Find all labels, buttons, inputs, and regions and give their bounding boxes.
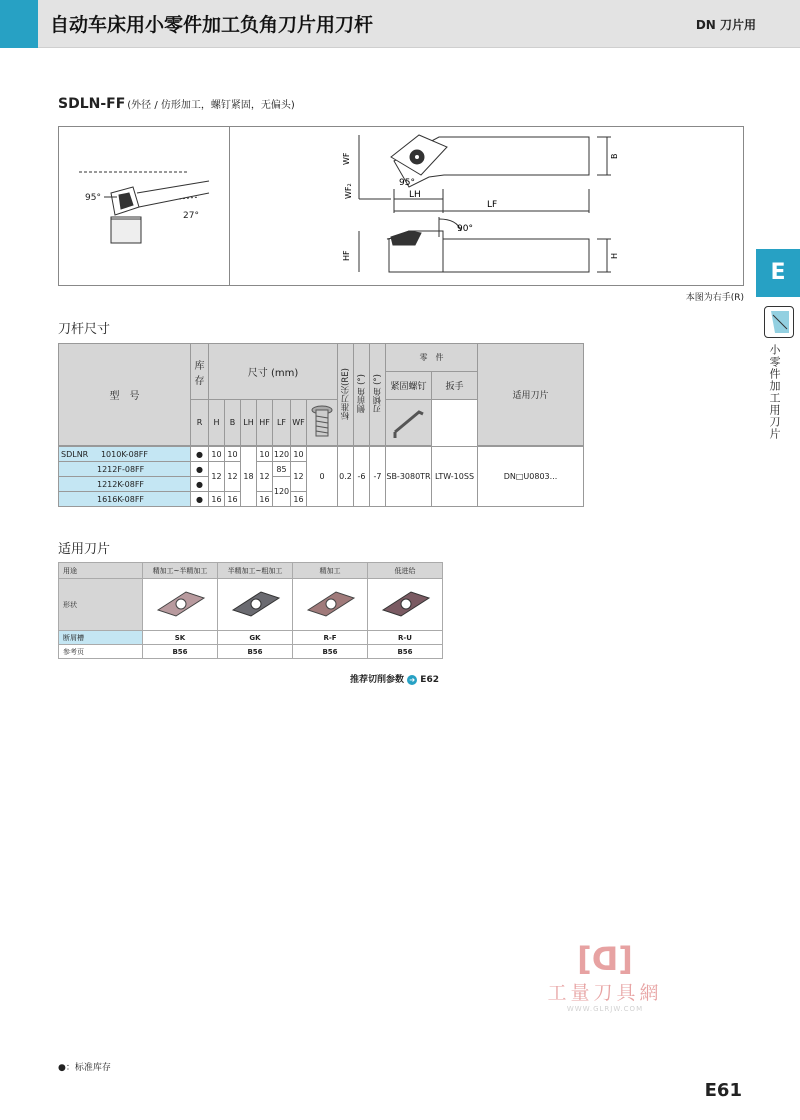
angle-95-label-top: 95° bbox=[399, 178, 415, 188]
insert-image-ru bbox=[368, 579, 443, 631]
model-description: (外径 / 仿形加工，螺钉紧固，无偏头) bbox=[127, 100, 295, 111]
holder-dimensions-heading: 刀杆尺寸 bbox=[58, 322, 111, 337]
wrench-image bbox=[386, 400, 432, 446]
lh-value: 18 bbox=[241, 447, 257, 507]
inserts-table bbox=[58, 562, 443, 659]
wf2-value: 0 bbox=[307, 447, 338, 507]
page-ref-cell[interactable]: B56 bbox=[143, 645, 218, 659]
b-value: 12 bbox=[225, 462, 241, 492]
hf-value: 12 bbox=[257, 462, 273, 492]
col-wrench: 扳手 bbox=[432, 372, 478, 400]
lh-label: LH bbox=[409, 190, 421, 200]
col-stock: 库存 bbox=[191, 344, 209, 400]
angle-27-label: 27° bbox=[183, 211, 199, 221]
wf-value: 12 bbox=[291, 462, 307, 492]
wf-label: WF bbox=[342, 152, 351, 165]
model-code: 1616K-08FF bbox=[59, 492, 191, 507]
page-number: E61 bbox=[704, 1080, 742, 1101]
lf-value: 85 bbox=[273, 462, 291, 477]
chipbreaker-cell: GK bbox=[218, 631, 293, 645]
use-cell: 半精加工~粗加工 bbox=[218, 563, 293, 579]
angle-95-label-left: 95° bbox=[85, 193, 101, 203]
h-label: H bbox=[610, 252, 619, 259]
watermark-logo-icon: [ᗡ] bbox=[577, 940, 633, 978]
insert-image-gk bbox=[218, 579, 293, 631]
chipbreaker-cell: R-U bbox=[368, 631, 443, 645]
header-accent-bar bbox=[0, 0, 38, 48]
wrench-value: LTW-10SS bbox=[432, 447, 478, 507]
angle-90-label: 90° bbox=[457, 224, 473, 234]
col-dimensions: 尺寸 (mm) bbox=[209, 344, 338, 400]
b-value: 10 bbox=[225, 447, 241, 462]
insert-value: DN□U0803... bbox=[478, 447, 584, 507]
re-value: 0.2 bbox=[338, 447, 354, 507]
footnote: ●：标准库存 bbox=[58, 1063, 111, 1073]
series-code: SDLNR bbox=[61, 449, 89, 459]
col-applicable-insert: 适用刀片 bbox=[478, 344, 584, 446]
holder-top-view bbox=[359, 135, 611, 213]
page-header bbox=[0, 0, 800, 48]
col-h: H bbox=[209, 400, 225, 446]
model-code: 1010K-08FF bbox=[100, 449, 149, 459]
cutting-params-link[interactable] bbox=[350, 672, 439, 685]
h-value: 16 bbox=[209, 492, 225, 507]
screw-image bbox=[307, 400, 338, 446]
insert-type-label: DN 刀片用 bbox=[695, 18, 756, 32]
stock-dot: ● bbox=[191, 462, 209, 477]
stock-dot: ● bbox=[191, 477, 209, 492]
row-label-shape: 形状 bbox=[59, 579, 143, 631]
screw-value: SB-3080TR bbox=[386, 447, 432, 507]
page-title: 自动车床用小零件加工负角刀片用刀杆 bbox=[50, 14, 374, 36]
wf-value: 10 bbox=[291, 447, 307, 462]
row-label-page: 参考页 bbox=[59, 645, 143, 659]
stock-dot: ● bbox=[191, 492, 209, 507]
b-value: 16 bbox=[225, 492, 241, 507]
col-inclination: 刃倾角 (°) bbox=[372, 373, 383, 414]
watermark-url: WWW.GLRJW.COM bbox=[566, 1005, 644, 1013]
watermark bbox=[530, 940, 680, 1013]
row-label-use: 用途 bbox=[59, 563, 143, 579]
lf-value: 120 bbox=[273, 477, 291, 507]
insert-image-sk bbox=[143, 579, 218, 631]
col-parts: 零 件 bbox=[386, 344, 478, 372]
page-ref-cell[interactable]: B56 bbox=[293, 645, 368, 659]
lf-value: 120 bbox=[273, 447, 291, 462]
col-screw: 紧固螺钉 bbox=[386, 372, 432, 400]
stock-dot: ● bbox=[191, 447, 209, 462]
reference-text: 推荐切削参数 bbox=[350, 675, 405, 685]
table-row bbox=[59, 447, 584, 462]
col-r: R bbox=[191, 400, 209, 446]
use-cell: 低进给 bbox=[368, 563, 443, 579]
page-ref-cell[interactable]: B56 bbox=[218, 645, 293, 659]
applicable-inserts-heading: 适用刀片 bbox=[58, 542, 111, 557]
wf-value: 16 bbox=[291, 492, 307, 507]
use-cell: 精加工 bbox=[293, 563, 368, 579]
col-model: 型 号 bbox=[59, 344, 191, 446]
h-value: 10 bbox=[209, 447, 225, 462]
arrow-circle-icon: ➜ bbox=[407, 675, 417, 685]
hf-value: 16 bbox=[257, 492, 273, 507]
col-wf: WF bbox=[291, 400, 307, 446]
wf2-label: WF₂ bbox=[344, 183, 353, 199]
col-hf: HF bbox=[257, 400, 273, 446]
watermark-name: 工量刀具網 bbox=[547, 982, 663, 1004]
reference-page: E62 bbox=[420, 675, 439, 685]
row-label-chipbreaker: 断屑槽 bbox=[59, 631, 143, 645]
model-code: 1212K-08FF bbox=[59, 477, 191, 492]
hf-label: HF bbox=[342, 250, 351, 261]
col-re: 标准刀尖(RE) bbox=[340, 367, 351, 420]
col-b: B bbox=[225, 400, 241, 446]
section-tab-e[interactable]: E bbox=[756, 249, 800, 297]
model-name: SDLN-FF bbox=[58, 96, 126, 112]
dimensions-table bbox=[58, 343, 584, 507]
lf-label: LF bbox=[487, 200, 498, 210]
model-heading bbox=[58, 96, 295, 112]
holder-side-view bbox=[359, 217, 611, 272]
col-side-rake: 侧前角 (°) bbox=[356, 373, 367, 414]
chipbreaker-cell: R-F bbox=[293, 631, 368, 645]
model-code: 1212F-08FF bbox=[59, 462, 191, 477]
b-label: B bbox=[610, 153, 619, 159]
col-lh: LH bbox=[241, 400, 257, 446]
side-rake-value: -6 bbox=[354, 447, 370, 507]
inclination-value: -7 bbox=[370, 447, 386, 507]
insert-image-rf bbox=[293, 579, 368, 631]
hf-value: 10 bbox=[257, 447, 273, 462]
page-ref-cell[interactable]: B56 bbox=[368, 645, 443, 659]
h-value: 12 bbox=[209, 462, 225, 492]
tool-diagram bbox=[58, 126, 744, 286]
use-cell: 精加工~半精加工 bbox=[143, 563, 218, 579]
diagram-svg bbox=[59, 127, 745, 287]
tool-icon bbox=[764, 306, 794, 338]
side-tab-label: 小零件加工用刀片 bbox=[768, 344, 781, 440]
application-sketch bbox=[79, 172, 209, 243]
chipbreaker-cell: SK bbox=[143, 631, 218, 645]
diagram-caption: 本图为右手(R) bbox=[685, 293, 744, 303]
col-lf: LF bbox=[273, 400, 291, 446]
